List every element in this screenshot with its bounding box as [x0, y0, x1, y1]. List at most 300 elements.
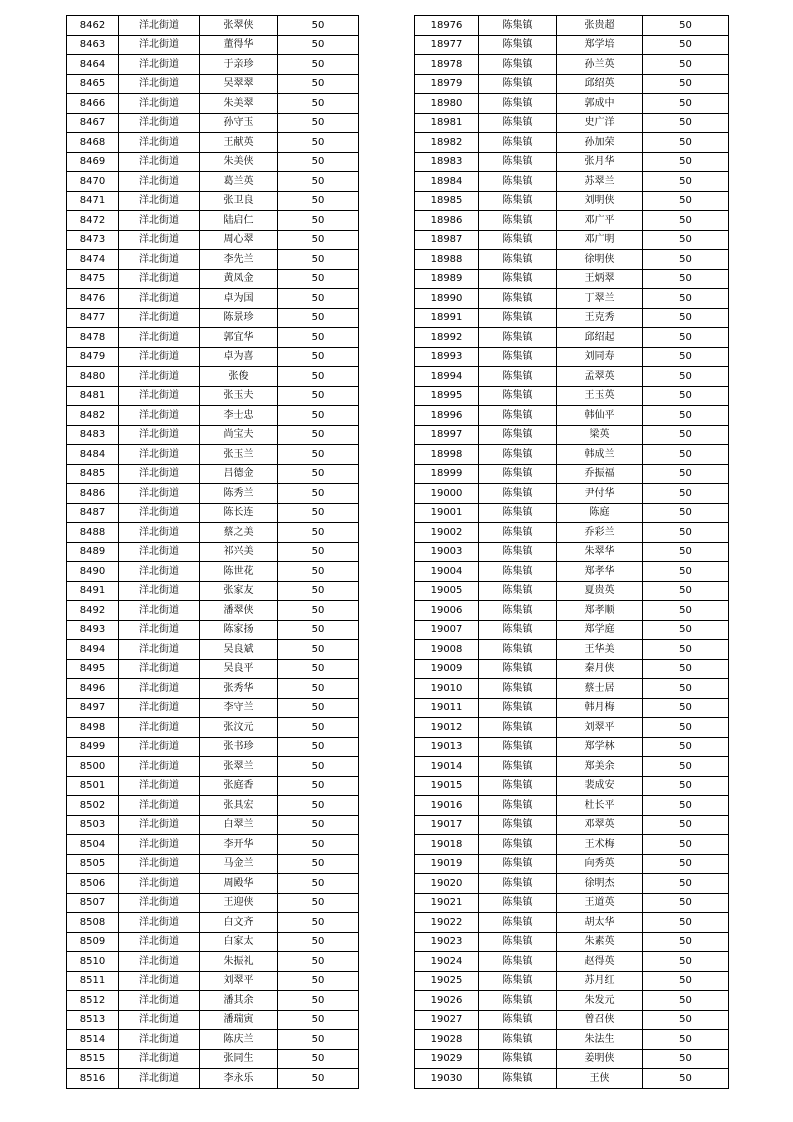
serial-number-cell: 19007	[415, 620, 479, 640]
township-cell: 洋北街道	[119, 776, 200, 796]
name-cell: 姜明侠	[557, 1049, 643, 1069]
table-row	[67, 952, 359, 972]
serial-number-cell: 18998	[415, 445, 479, 465]
amount-cell: 50	[278, 601, 359, 621]
name-cell: 夏贵英	[557, 581, 643, 601]
serial-number-cell: 18979	[415, 74, 479, 94]
table-row	[415, 835, 729, 855]
serial-number-cell: 19004	[415, 562, 479, 582]
table-row	[67, 16, 359, 36]
serial-number-cell: 19027	[415, 1010, 479, 1030]
serial-number-cell: 19012	[415, 718, 479, 738]
serial-number-cell: 8469	[67, 152, 119, 172]
name-cell: 张秀华	[200, 679, 278, 699]
table-row	[67, 464, 359, 484]
township-cell: 陈集镇	[479, 815, 557, 835]
amount-cell: 50	[643, 74, 729, 94]
serial-number-cell: 18989	[415, 269, 479, 289]
amount-cell: 50	[278, 932, 359, 952]
table-row	[415, 308, 729, 328]
name-cell: 李士忠	[200, 406, 278, 426]
table-row	[415, 874, 729, 894]
table-row	[415, 16, 729, 36]
serial-number-cell: 18999	[415, 464, 479, 484]
table-row	[67, 152, 359, 172]
township-cell: 洋北街道	[119, 347, 200, 367]
serial-number-cell: 19008	[415, 640, 479, 660]
amount-cell: 50	[643, 113, 729, 133]
table-row	[67, 1049, 359, 1069]
table-row	[415, 1049, 729, 1069]
amount-cell: 50	[643, 133, 729, 153]
table-row	[67, 503, 359, 523]
name-cell: 张玉夫	[200, 386, 278, 406]
serial-number-cell: 8513	[67, 1010, 119, 1030]
serial-number-cell: 8514	[67, 1030, 119, 1050]
township-cell: 洋北街道	[119, 932, 200, 952]
name-cell: 朱法生	[557, 1030, 643, 1050]
table-row	[415, 562, 729, 582]
serial-number-cell: 8494	[67, 640, 119, 660]
table-row	[67, 35, 359, 55]
township-cell: 洋北街道	[119, 152, 200, 172]
amount-cell: 50	[278, 152, 359, 172]
amount-cell: 50	[643, 640, 729, 660]
serial-number-cell: 8486	[67, 484, 119, 504]
table-row	[415, 133, 729, 153]
township-cell: 陈集镇	[479, 484, 557, 504]
name-cell: 邱绍起	[557, 328, 643, 348]
table-row	[67, 581, 359, 601]
table-row	[67, 640, 359, 660]
serial-number-cell: 18990	[415, 289, 479, 309]
township-cell: 洋北街道	[119, 464, 200, 484]
name-cell: 尚宝夫	[200, 425, 278, 445]
township-cell: 陈集镇	[479, 503, 557, 523]
name-cell: 白家太	[200, 932, 278, 952]
serial-number-cell: 19025	[415, 971, 479, 991]
serial-number-cell: 19018	[415, 835, 479, 855]
name-cell: 陈秀兰	[200, 484, 278, 504]
township-cell: 洋北街道	[119, 172, 200, 192]
table-row	[67, 269, 359, 289]
name-cell: 吴翠翠	[200, 74, 278, 94]
serial-number-cell: 19020	[415, 874, 479, 894]
township-cell: 洋北街道	[119, 523, 200, 543]
township-cell: 洋北街道	[119, 1010, 200, 1030]
amount-cell: 50	[643, 94, 729, 114]
name-cell: 刘同寿	[557, 347, 643, 367]
township-cell: 陈集镇	[479, 542, 557, 562]
serial-number-cell: 19023	[415, 932, 479, 952]
amount-cell: 50	[643, 1030, 729, 1050]
amount-cell: 50	[278, 386, 359, 406]
name-cell: 蔡士居	[557, 679, 643, 699]
name-cell: 陈长连	[200, 503, 278, 523]
name-cell: 韩月梅	[557, 698, 643, 718]
serial-number-cell: 8483	[67, 425, 119, 445]
serial-number-cell: 8472	[67, 211, 119, 231]
amount-cell: 50	[643, 367, 729, 387]
amount-cell: 50	[278, 893, 359, 913]
table-row	[67, 211, 359, 231]
amount-cell: 50	[278, 16, 359, 36]
township-cell: 洋北街道	[119, 562, 200, 582]
township-cell: 洋北街道	[119, 328, 200, 348]
amount-cell: 50	[643, 679, 729, 699]
table-row	[67, 1030, 359, 1050]
table-row	[67, 913, 359, 933]
table-row	[67, 679, 359, 699]
name-cell: 潘其余	[200, 991, 278, 1011]
serial-number-cell: 18987	[415, 230, 479, 250]
township-cell: 陈集镇	[479, 932, 557, 952]
serial-number-cell: 19021	[415, 893, 479, 913]
name-cell: 黄凤金	[200, 269, 278, 289]
township-cell: 陈集镇	[479, 952, 557, 972]
name-cell: 吴良平	[200, 659, 278, 679]
name-cell: 张家友	[200, 581, 278, 601]
serial-number-cell: 8468	[67, 133, 119, 153]
amount-cell: 50	[278, 191, 359, 211]
amount-cell: 50	[278, 133, 359, 153]
amount-cell: 50	[278, 776, 359, 796]
township-cell: 洋北街道	[119, 854, 200, 874]
table-row	[67, 425, 359, 445]
serial-number-cell: 19019	[415, 854, 479, 874]
township-cell: 洋北街道	[119, 581, 200, 601]
name-cell: 陈家扬	[200, 620, 278, 640]
name-cell: 朱发元	[557, 991, 643, 1011]
amount-cell: 50	[278, 1010, 359, 1030]
table-row	[67, 971, 359, 991]
table-row	[67, 1010, 359, 1030]
table-row	[67, 74, 359, 94]
township-cell: 陈集镇	[479, 133, 557, 153]
serial-number-cell: 18988	[415, 250, 479, 270]
table-row	[415, 893, 729, 913]
amount-cell: 50	[278, 640, 359, 660]
table-row	[415, 74, 729, 94]
name-cell: 王炳翠	[557, 269, 643, 289]
amount-cell: 50	[278, 737, 359, 757]
table-row	[67, 562, 359, 582]
serial-number-cell: 8487	[67, 503, 119, 523]
amount-cell: 50	[643, 815, 729, 835]
serial-number-cell: 18982	[415, 133, 479, 153]
township-cell: 洋北街道	[119, 1069, 200, 1089]
township-cell: 洋北街道	[119, 445, 200, 465]
township-cell: 洋北街道	[119, 659, 200, 679]
table-row	[415, 464, 729, 484]
serial-number-cell: 19003	[415, 542, 479, 562]
serial-number-cell: 8493	[67, 620, 119, 640]
township-cell: 洋北街道	[119, 55, 200, 75]
serial-number-cell: 18994	[415, 367, 479, 387]
name-cell: 邓广明	[557, 230, 643, 250]
township-cell: 陈集镇	[479, 367, 557, 387]
serial-number-cell: 18995	[415, 386, 479, 406]
table-row	[415, 250, 729, 270]
serial-number-cell: 19000	[415, 484, 479, 504]
name-cell: 孙兰英	[557, 55, 643, 75]
name-cell: 王献英	[200, 133, 278, 153]
name-cell: 韩成兰	[557, 445, 643, 465]
township-cell: 陈集镇	[479, 308, 557, 328]
township-cell: 洋北街道	[119, 35, 200, 55]
amount-cell: 50	[643, 1069, 729, 1089]
township-cell: 洋北街道	[119, 718, 200, 738]
serial-number-cell: 19022	[415, 913, 479, 933]
amount-cell: 50	[643, 289, 729, 309]
amount-cell: 50	[643, 191, 729, 211]
name-cell: 张具宏	[200, 796, 278, 816]
table-row	[415, 971, 729, 991]
serial-number-cell: 8476	[67, 289, 119, 309]
township-cell: 陈集镇	[479, 230, 557, 250]
table-row	[67, 737, 359, 757]
amount-cell: 50	[643, 932, 729, 952]
serial-number-cell: 19013	[415, 737, 479, 757]
amount-cell: 50	[278, 835, 359, 855]
amount-cell: 50	[278, 94, 359, 114]
amount-cell: 50	[643, 211, 729, 231]
serial-number-cell: 19017	[415, 815, 479, 835]
serial-number-cell: 18997	[415, 425, 479, 445]
name-cell: 邓广平	[557, 211, 643, 231]
amount-cell: 50	[643, 737, 729, 757]
table-row	[67, 932, 359, 952]
amount-cell: 50	[643, 835, 729, 855]
table-row	[67, 601, 359, 621]
serial-number-cell: 19026	[415, 991, 479, 1011]
serial-number-cell: 18981	[415, 113, 479, 133]
name-cell: 郑孝顺	[557, 601, 643, 621]
amount-cell: 50	[643, 1010, 729, 1030]
serial-number-cell: 19016	[415, 796, 479, 816]
table-row	[67, 835, 359, 855]
table-row	[415, 796, 729, 816]
serial-number-cell: 8478	[67, 328, 119, 348]
name-cell: 徐明侠	[557, 250, 643, 270]
table-row	[67, 815, 359, 835]
serial-number-cell: 8467	[67, 113, 119, 133]
name-cell: 王道英	[557, 893, 643, 913]
name-cell: 裴成安	[557, 776, 643, 796]
township-cell: 洋北街道	[119, 640, 200, 660]
table-row	[415, 523, 729, 543]
amount-cell: 50	[278, 55, 359, 75]
name-cell: 史广洋	[557, 113, 643, 133]
serial-number-cell: 8480	[67, 367, 119, 387]
serial-number-cell: 8498	[67, 718, 119, 738]
name-cell: 王术梅	[557, 835, 643, 855]
amount-cell: 50	[278, 718, 359, 738]
township-cell: 陈集镇	[479, 562, 557, 582]
serial-number-cell: 19029	[415, 1049, 479, 1069]
serial-number-cell: 8492	[67, 601, 119, 621]
name-cell: 朱素英	[557, 932, 643, 952]
township-cell: 洋北街道	[119, 757, 200, 777]
table-row	[67, 991, 359, 1011]
township-cell: 陈集镇	[479, 1030, 557, 1050]
name-cell: 李先兰	[200, 250, 278, 270]
serial-number-cell: 8506	[67, 874, 119, 894]
name-cell: 郭成中	[557, 94, 643, 114]
name-cell: 杜长平	[557, 796, 643, 816]
table-row	[67, 191, 359, 211]
table-row	[415, 269, 729, 289]
serial-number-cell: 18986	[415, 211, 479, 231]
name-cell: 郑学培	[557, 35, 643, 55]
amount-cell: 50	[278, 367, 359, 387]
table-row	[415, 289, 729, 309]
township-cell: 陈集镇	[479, 523, 557, 543]
name-cell: 郭宜华	[200, 328, 278, 348]
amount-cell: 50	[643, 425, 729, 445]
name-cell: 郑孝华	[557, 562, 643, 582]
serial-number-cell: 8484	[67, 445, 119, 465]
table-row	[415, 718, 729, 738]
name-cell: 周心翠	[200, 230, 278, 250]
amount-cell: 50	[643, 952, 729, 972]
name-cell: 吕德金	[200, 464, 278, 484]
amount-cell: 50	[278, 328, 359, 348]
name-cell: 陈世花	[200, 562, 278, 582]
township-cell: 洋北街道	[119, 74, 200, 94]
table-row	[415, 1030, 729, 1050]
serial-number-cell: 8475	[67, 269, 119, 289]
township-cell: 陈集镇	[479, 464, 557, 484]
name-cell: 李守兰	[200, 698, 278, 718]
table-row	[67, 698, 359, 718]
township-cell: 陈集镇	[479, 1049, 557, 1069]
name-cell: 葛兰英	[200, 172, 278, 192]
name-cell: 张翠兰	[200, 757, 278, 777]
table-row	[415, 386, 729, 406]
amount-cell: 50	[643, 1049, 729, 1069]
township-cell: 陈集镇	[479, 211, 557, 231]
township-cell: 陈集镇	[479, 1010, 557, 1030]
name-cell: 朱翠华	[557, 542, 643, 562]
table-row	[415, 776, 729, 796]
name-cell: 刘翠平	[200, 971, 278, 991]
table-row	[67, 250, 359, 270]
name-cell: 张玉兰	[200, 445, 278, 465]
amount-cell: 50	[643, 503, 729, 523]
township-cell: 洋北街道	[119, 835, 200, 855]
amount-cell: 50	[643, 152, 729, 172]
township-cell: 陈集镇	[479, 425, 557, 445]
serial-number-cell: 18992	[415, 328, 479, 348]
serial-number-cell: 8512	[67, 991, 119, 1011]
name-cell: 张翠侠	[200, 16, 278, 36]
amount-cell: 50	[643, 16, 729, 36]
township-cell: 洋北街道	[119, 1030, 200, 1050]
table-row	[67, 854, 359, 874]
name-cell: 于亲珍	[200, 55, 278, 75]
table-row	[67, 874, 359, 894]
amount-cell: 50	[643, 601, 729, 621]
amount-cell: 50	[278, 211, 359, 231]
table-row	[67, 113, 359, 133]
table-row	[415, 659, 729, 679]
name-cell: 刘明侠	[557, 191, 643, 211]
township-cell: 陈集镇	[479, 893, 557, 913]
name-cell: 胡太华	[557, 913, 643, 933]
name-cell: 张庭香	[200, 776, 278, 796]
name-cell: 邱绍英	[557, 74, 643, 94]
township-cell: 陈集镇	[479, 640, 557, 660]
serial-number-cell: 8491	[67, 581, 119, 601]
amount-cell: 50	[278, 464, 359, 484]
serial-number-cell: 19002	[415, 523, 479, 543]
serial-number-cell: 19028	[415, 1030, 479, 1050]
serial-number-cell: 8496	[67, 679, 119, 699]
township-cell: 陈集镇	[479, 74, 557, 94]
name-cell: 郑学庭	[557, 620, 643, 640]
township-cell: 洋北街道	[119, 874, 200, 894]
left-roster-body	[67, 16, 359, 1089]
name-cell: 王克秀	[557, 308, 643, 328]
amount-cell: 50	[643, 874, 729, 894]
serial-number-cell: 8508	[67, 913, 119, 933]
township-cell: 陈集镇	[479, 152, 557, 172]
table-row	[415, 445, 729, 465]
table-row	[67, 308, 359, 328]
table-row	[415, 620, 729, 640]
township-cell: 陈集镇	[479, 737, 557, 757]
table-row	[415, 55, 729, 75]
serial-number-cell: 8462	[67, 16, 119, 36]
amount-cell: 50	[278, 406, 359, 426]
serial-number-cell: 18996	[415, 406, 479, 426]
township-cell: 洋北街道	[119, 620, 200, 640]
township-cell: 洋北街道	[119, 386, 200, 406]
township-cell: 陈集镇	[479, 250, 557, 270]
township-cell: 陈集镇	[479, 172, 557, 192]
serial-number-cell: 19014	[415, 757, 479, 777]
table-row	[415, 113, 729, 133]
amount-cell: 50	[643, 913, 729, 933]
amount-cell: 50	[278, 815, 359, 835]
table-row	[67, 776, 359, 796]
township-cell: 洋北街道	[119, 94, 200, 114]
name-cell: 刘翠平	[557, 718, 643, 738]
table-row	[67, 328, 359, 348]
amount-cell: 50	[643, 581, 729, 601]
serial-number-cell: 19009	[415, 659, 479, 679]
township-cell: 洋北街道	[119, 367, 200, 387]
name-cell: 李开华	[200, 835, 278, 855]
table-row	[415, 230, 729, 250]
name-cell: 赵得英	[557, 952, 643, 972]
amount-cell: 50	[278, 35, 359, 55]
amount-cell: 50	[643, 328, 729, 348]
name-cell: 白翠兰	[200, 815, 278, 835]
serial-number-cell: 18978	[415, 55, 479, 75]
amount-cell: 50	[278, 289, 359, 309]
township-cell: 洋北街道	[119, 679, 200, 699]
name-cell: 邓翠英	[557, 815, 643, 835]
name-cell: 陈景珍	[200, 308, 278, 328]
right-roster-table	[414, 15, 729, 1089]
name-cell: 祁兴美	[200, 542, 278, 562]
serial-number-cell: 19006	[415, 601, 479, 621]
township-cell: 洋北街道	[119, 952, 200, 972]
township-cell: 洋北街道	[119, 133, 200, 153]
table-row	[415, 1010, 729, 1030]
